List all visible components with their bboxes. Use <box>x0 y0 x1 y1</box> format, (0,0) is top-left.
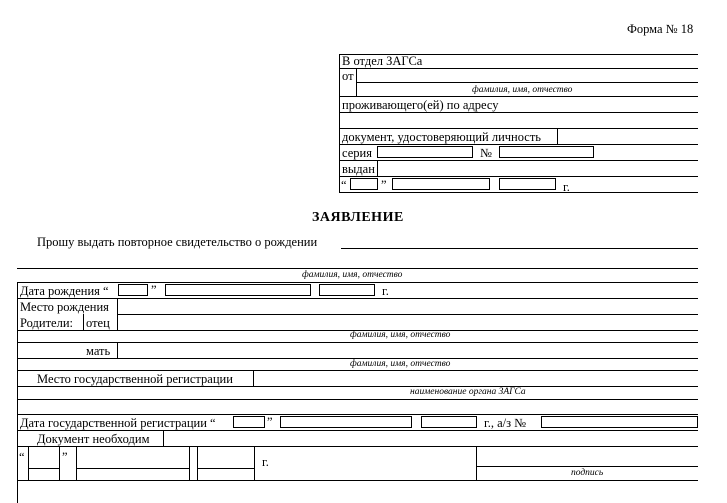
footer-month-line[interactable] <box>76 468 189 469</box>
number-label: № <box>480 146 492 160</box>
address-line-2[interactable] <box>339 128 698 129</box>
issued-open-quote: “ <box>341 178 347 192</box>
id-document-label: документ, удостоверяющий личность <box>342 130 542 144</box>
birth-close-quote: ” <box>151 283 157 297</box>
document-title: ЗАЯВЛЕНИЕ <box>312 210 404 225</box>
series-field[interactable] <box>377 146 473 158</box>
from-label: от <box>342 69 354 83</box>
footer-day-line[interactable] <box>28 468 59 469</box>
birth-month-field[interactable] <box>165 284 311 296</box>
document-needed-label: Документ необходим <box>37 432 150 446</box>
birth-year-suffix: г. <box>382 284 389 298</box>
registration-year-field[interactable] <box>421 416 477 428</box>
form-number: Форма № 18 <box>627 22 694 36</box>
registration-date-label: Дата государственной регистрации “ <box>20 416 216 430</box>
footer-close-quote: ” <box>62 450 68 464</box>
birth-year-field[interactable] <box>319 284 375 296</box>
document-purpose-line[interactable] <box>17 446 698 447</box>
issued-day-field[interactable] <box>350 178 378 190</box>
applicant-name-line[interactable] <box>357 82 698 83</box>
birth-day-field[interactable] <box>118 284 148 296</box>
registration-month-field[interactable] <box>280 416 412 428</box>
footer-year-suffix: г. <box>262 455 269 469</box>
child-fio-caption: фамилия, имя, отчество <box>302 270 403 280</box>
father-fio-caption: фамилия, имя, отчество <box>350 330 451 340</box>
child-name-line-2[interactable] <box>17 268 698 269</box>
request-text: Прошу выдать повторное свидетельство о рождении <box>37 235 318 249</box>
record-number-field[interactable] <box>541 416 698 428</box>
footer-open-quote: “ <box>19 450 25 464</box>
registration-day-field[interactable] <box>233 416 265 428</box>
father-label: отец <box>86 316 110 330</box>
registry-office-caption: наименование органа ЗАГСа <box>410 387 526 397</box>
address-label: проживающего(ей) по адресу <box>342 98 499 112</box>
child-name-line[interactable] <box>341 248 698 249</box>
issued-close-quote: ” <box>381 178 387 192</box>
mother-fio-caption: фамилия, имя, отчество <box>350 359 451 369</box>
birth-date-label: Дата рождения “ <box>20 284 109 298</box>
number-field[interactable] <box>499 146 594 158</box>
issued-month-field[interactable] <box>392 178 490 190</box>
mother-label: мать <box>86 344 111 358</box>
signature-line[interactable] <box>476 466 698 467</box>
issued-year-suffix: г. <box>563 180 570 194</box>
footer-year-line[interactable] <box>197 468 254 469</box>
to-registry-label: В отдел ЗАГСа <box>342 54 423 68</box>
series-label: серия <box>342 146 372 160</box>
issued-label: выдан <box>342 162 375 176</box>
birth-place-label: Место рождения <box>20 300 109 314</box>
registration-place-label: Место государственной регистрации <box>37 372 233 386</box>
birth-place-line[interactable] <box>117 314 698 315</box>
record-number-label: г., а/з № <box>484 416 527 430</box>
registration-office-line-2[interactable] <box>17 414 698 415</box>
applicant-fio-caption: фамилия, имя, отчество <box>472 85 573 95</box>
signature-caption: подпись <box>571 468 604 478</box>
registration-close-quote: ” <box>267 415 273 429</box>
issued-year-field[interactable] <box>499 178 556 190</box>
parents-label: Родители: <box>20 316 73 330</box>
registration-office-line[interactable] <box>17 386 698 387</box>
